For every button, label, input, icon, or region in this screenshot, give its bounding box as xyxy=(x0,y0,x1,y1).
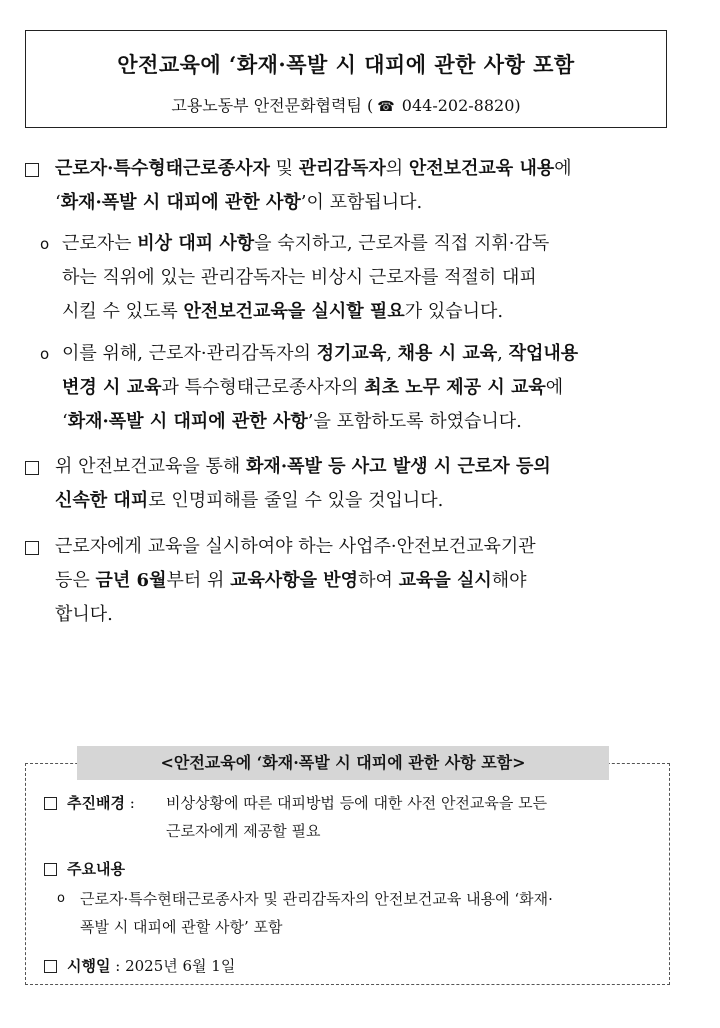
summary-effective-date: 2025년 6월 1일 xyxy=(125,957,236,975)
paragraph-1 xyxy=(55,152,572,220)
bold-text: 최초 노무 제공 시 교육 xyxy=(364,377,546,398)
text: ’을 포함하도록 하였습니다. xyxy=(307,411,522,432)
summary-background-text-2: 근로자에게 제공할 필요 xyxy=(166,822,321,840)
department-name: 고용노동부 안전문화협력팀 ( xyxy=(171,96,374,115)
text: 위 안전보건교육을 통해 xyxy=(55,456,247,477)
bold-text: 화재·폭발 시 대피에 관한 사항 xyxy=(60,192,301,213)
paragraph-2 xyxy=(62,227,549,329)
text: 의 xyxy=(385,158,409,179)
bold-text: 비상 대피 사항 xyxy=(137,233,255,254)
text: 해야 xyxy=(491,570,527,591)
checkbox-square-icon xyxy=(44,863,57,876)
text: ’이 포함됩니다. xyxy=(300,192,423,213)
checkbox-square-icon xyxy=(25,163,39,177)
text: 에 xyxy=(545,377,564,398)
text: 근로자에게 교육을 실시하여야 하는 사업주·안전보건교육기관 xyxy=(55,536,536,557)
checkbox-square-icon xyxy=(25,541,39,555)
text: 가 있습니다. xyxy=(404,301,504,322)
text: ‘ xyxy=(62,411,68,432)
summary-content-label xyxy=(67,856,125,882)
bold-text: 관리감독자 xyxy=(298,158,386,179)
bullet-circle-icon: o xyxy=(40,235,50,253)
text: 을 숙지하고, 근로자를 직접 지휘·감독 xyxy=(254,233,550,254)
text: 부터 위 xyxy=(166,570,231,591)
summary-background-text-1: 비상상황에 따른 대피방법 등에 대한 사전 안전교육을 모든 xyxy=(166,794,548,812)
document-title: 안전교육에 ‘화재·폭발 시 대피에 관한 사항 포함 xyxy=(117,52,575,77)
text: 근로자는 xyxy=(62,233,138,254)
phone-number: 044-202-8820) xyxy=(396,96,521,115)
text: , xyxy=(497,343,509,364)
text: : xyxy=(110,957,126,975)
paragraph-5 xyxy=(55,530,536,632)
text: 및 xyxy=(269,158,299,179)
bold-text: 금년 6월 xyxy=(95,570,167,591)
bold-text: 변경 시 교육 xyxy=(62,377,162,398)
summary-effective-label: 시행일 xyxy=(67,957,111,975)
bold-text: 안전보건교육을 실시할 필요 xyxy=(183,301,405,322)
header-box xyxy=(25,30,667,128)
text: ‘ xyxy=(55,192,61,213)
bold-text: 채용 시 교육 xyxy=(397,343,498,364)
bold-text: 근로자·특수형태근로종사자 xyxy=(55,158,270,179)
bold-text: 정기교육 xyxy=(316,343,387,364)
summary-title: <안전교육에 ‘화재·폭발 시 대피에 관한 사항 포함> xyxy=(77,746,609,780)
text: 하여 xyxy=(358,570,399,591)
bold-text: 안전보건교육 내용 xyxy=(408,158,555,179)
phone-icon: ☎ xyxy=(377,99,395,115)
summary-effective-line xyxy=(67,953,235,979)
text: 에 xyxy=(554,158,572,179)
checkbox-square-icon xyxy=(44,960,57,973)
summary-background-line xyxy=(67,790,135,816)
text: , xyxy=(386,343,398,364)
bold-text: 교육을 실시 xyxy=(398,570,492,591)
bold-text: 신속한 대피 xyxy=(55,490,149,511)
summary-content-label-text: 주요내용 xyxy=(67,860,125,878)
bold-text: 교육사항을 반영 xyxy=(230,570,359,591)
department-contact xyxy=(26,93,666,116)
bullet-circle-icon: o xyxy=(57,891,65,906)
summary-content-text-2: 폭발 시 대피에 관할 사항’ 포함 xyxy=(80,918,283,936)
text: 로 인명피해를 줄일 수 있을 것입니다. xyxy=(148,490,444,511)
checkbox-square-icon xyxy=(44,797,57,810)
text: 과 특수형태근로종사자의 xyxy=(161,377,365,398)
paragraph-3 xyxy=(62,337,578,439)
text: 합니다. xyxy=(55,604,113,625)
text: : xyxy=(124,794,135,812)
summary-background-label: 추진배경 xyxy=(67,794,125,812)
bold-text: 화재·폭발 등 사고 발생 시 근로자 등의 xyxy=(246,456,551,477)
bold-text: 작업내용 xyxy=(508,343,579,364)
bullet-circle-icon: o xyxy=(40,345,50,363)
text: 이를 위해, 근로자·관리감독자의 xyxy=(62,343,317,364)
text: 등은 xyxy=(55,570,96,591)
text: 시킬 수 있도록 xyxy=(62,301,184,322)
checkbox-square-icon xyxy=(25,461,39,475)
bold-text: 화재·폭발 시 대피에 관한 사항 xyxy=(67,411,308,432)
paragraph-4 xyxy=(55,450,551,518)
text: 하는 직위에 있는 관리감독자는 비상시 근로자를 적절히 대피 xyxy=(62,267,537,288)
summary-content-text-1: 근로자·특수현태근로종사자 및 관리감독자의 안전보건교육 내용에 ‘화재· xyxy=(80,890,553,908)
